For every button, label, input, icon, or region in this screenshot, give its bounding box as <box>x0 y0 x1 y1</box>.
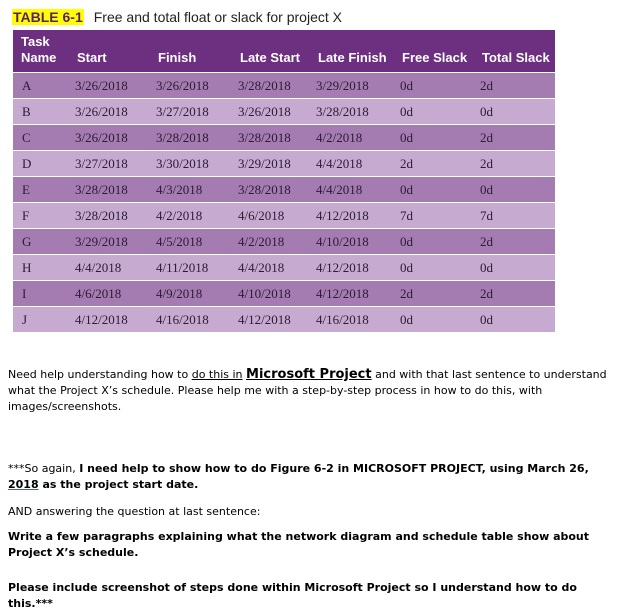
header-late-start: Late Start <box>232 30 310 73</box>
cell-free-slack: 0d <box>394 229 474 255</box>
cell-late-finish: 4/16/2018 <box>310 307 394 333</box>
table-caption <box>12 8 342 26</box>
cell-late-start: 4/4/2018 <box>232 255 310 281</box>
table-row <box>13 99 555 125</box>
cell-start: 4/6/2018 <box>69 281 150 307</box>
table-row <box>13 177 555 203</box>
cell-free-slack: 0d <box>394 255 474 281</box>
cell-finish: 3/27/2018 <box>150 99 232 125</box>
cell-late-finish: 3/28/2018 <box>310 99 394 125</box>
cell-free-slack: 2d <box>394 151 474 177</box>
cell-late-start: 3/28/2018 <box>232 177 310 203</box>
cell-late-start: 4/2/2018 <box>232 229 310 255</box>
cell-late-start: 3/29/2018 <box>232 151 310 177</box>
cell-start: 3/28/2018 <box>69 203 150 229</box>
cell-late-start: 4/10/2018 <box>232 281 310 307</box>
cell-start: 3/28/2018 <box>69 177 150 203</box>
table-row <box>13 229 555 255</box>
table-row <box>13 281 555 307</box>
cell-free-slack: 0d <box>394 125 474 151</box>
cell-task-name: I <box>13 281 69 307</box>
cell-finish: 4/11/2018 <box>150 255 232 281</box>
cell-task-name: H <box>13 255 69 281</box>
cell-total-slack: 0d <box>474 177 555 203</box>
cell-finish: 3/28/2018 <box>150 125 232 151</box>
cell-start: 3/29/2018 <box>69 229 150 255</box>
cell-total-slack: 2d <box>474 229 555 255</box>
cell-finish: 3/30/2018 <box>150 151 232 177</box>
cell-task-name: C <box>13 125 69 151</box>
cell-finish: 4/9/2018 <box>150 281 232 307</box>
table-row <box>13 73 555 99</box>
cell-total-slack: 7d <box>474 203 555 229</box>
cell-free-slack: 0d <box>394 99 474 125</box>
header-start: Start <box>69 30 150 73</box>
question-paragraph-2: ***So again, I need help to show how to do Figure 6-2 in MICROSOFT PROJECT, using March 26, 2018 as the project start date. <box>8 462 589 491</box>
cell-late-finish: 4/2/2018 <box>310 125 394 151</box>
cell-free-slack: 2d <box>394 281 474 307</box>
table-title: Free and total float or slack for project X <box>93 9 342 25</box>
header-total-slack: Total Slack <box>474 30 555 73</box>
cell-finish: 4/16/2018 <box>150 307 232 333</box>
cell-total-slack: 0d <box>474 255 555 281</box>
cell-free-slack: 0d <box>394 307 474 333</box>
cell-late-start: 3/28/2018 <box>232 73 310 99</box>
table-row <box>13 203 555 229</box>
header-task-name: Task Name <box>13 30 69 73</box>
question-paragraph-3: AND answering the question at last sentence: <box>8 505 261 518</box>
cell-task-name: D <box>13 151 69 177</box>
cell-late-start: 4/6/2018 <box>232 203 310 229</box>
table-row <box>13 255 555 281</box>
table-row <box>13 151 555 177</box>
cell-free-slack: 0d <box>394 177 474 203</box>
cell-finish: 4/2/2018 <box>150 203 232 229</box>
cell-late-start: 4/12/2018 <box>232 307 310 333</box>
cell-finish: 4/3/2018 <box>150 177 232 203</box>
cell-late-finish: 4/12/2018 <box>310 203 394 229</box>
cell-start: 3/26/2018 <box>69 99 150 125</box>
cell-start: 3/27/2018 <box>69 151 150 177</box>
header-free-slack: Free Slack <box>394 30 474 73</box>
cell-late-finish: 4/4/2018 <box>310 151 394 177</box>
cell-total-slack: 2d <box>474 281 555 307</box>
cell-late-start: 3/26/2018 <box>232 99 310 125</box>
question-paragraph-4: Write a few paragraphs explaining what the network diagram and schedule table show about Project X’s schedule. <box>8 530 590 559</box>
cell-task-name: E <box>13 177 69 203</box>
cell-task-name: B <box>13 99 69 125</box>
cell-start: 3/26/2018 <box>69 73 150 99</box>
header-finish: Finish <box>150 30 232 73</box>
table-header-row <box>13 30 555 73</box>
cell-late-finish: 3/29/2018 <box>310 73 394 99</box>
cell-free-slack: 0d <box>394 73 474 99</box>
cell-free-slack: 7d <box>394 203 474 229</box>
cell-late-finish: 4/10/2018 <box>310 229 394 255</box>
cell-finish: 4/5/2018 <box>150 229 232 255</box>
table-row <box>13 125 555 151</box>
cell-late-finish: 4/4/2018 <box>310 177 394 203</box>
table-number: TABLE 6-1 <box>13 9 83 25</box>
table-row <box>13 307 555 333</box>
cell-late-finish: 4/12/2018 <box>310 281 394 307</box>
cell-total-slack: 0d <box>474 307 555 333</box>
cell-start: 3/26/2018 <box>69 125 150 151</box>
slack-table <box>13 30 555 332</box>
cell-task-name: J <box>13 307 69 333</box>
cell-total-slack: 0d <box>474 99 555 125</box>
cell-start: 4/4/2018 <box>69 255 150 281</box>
cell-task-name: G <box>13 229 69 255</box>
question-paragraph-1: Need help understanding how to do this in Microsoft Project and with that last sentence to understand what the Project X’s schedule. Please help me with a step-by-step process in how to do this, with images/screenshots. <box>8 367 607 413</box>
cell-late-finish: 4/12/2018 <box>310 255 394 281</box>
question-paragraph-5: Please include screenshot of steps done within Microsoft Project so I understand how to do this.*** <box>8 581 577 610</box>
cell-task-name: A <box>13 73 69 99</box>
cell-finish: 3/26/2018 <box>150 73 232 99</box>
cell-late-start: 3/28/2018 <box>232 125 310 151</box>
cell-task-name: F <box>13 203 69 229</box>
cell-start: 4/12/2018 <box>69 307 150 333</box>
cell-total-slack: 2d <box>474 73 555 99</box>
cell-total-slack: 2d <box>474 151 555 177</box>
header-late-finish: Late Finish <box>310 30 394 73</box>
cell-total-slack: 2d <box>474 125 555 151</box>
